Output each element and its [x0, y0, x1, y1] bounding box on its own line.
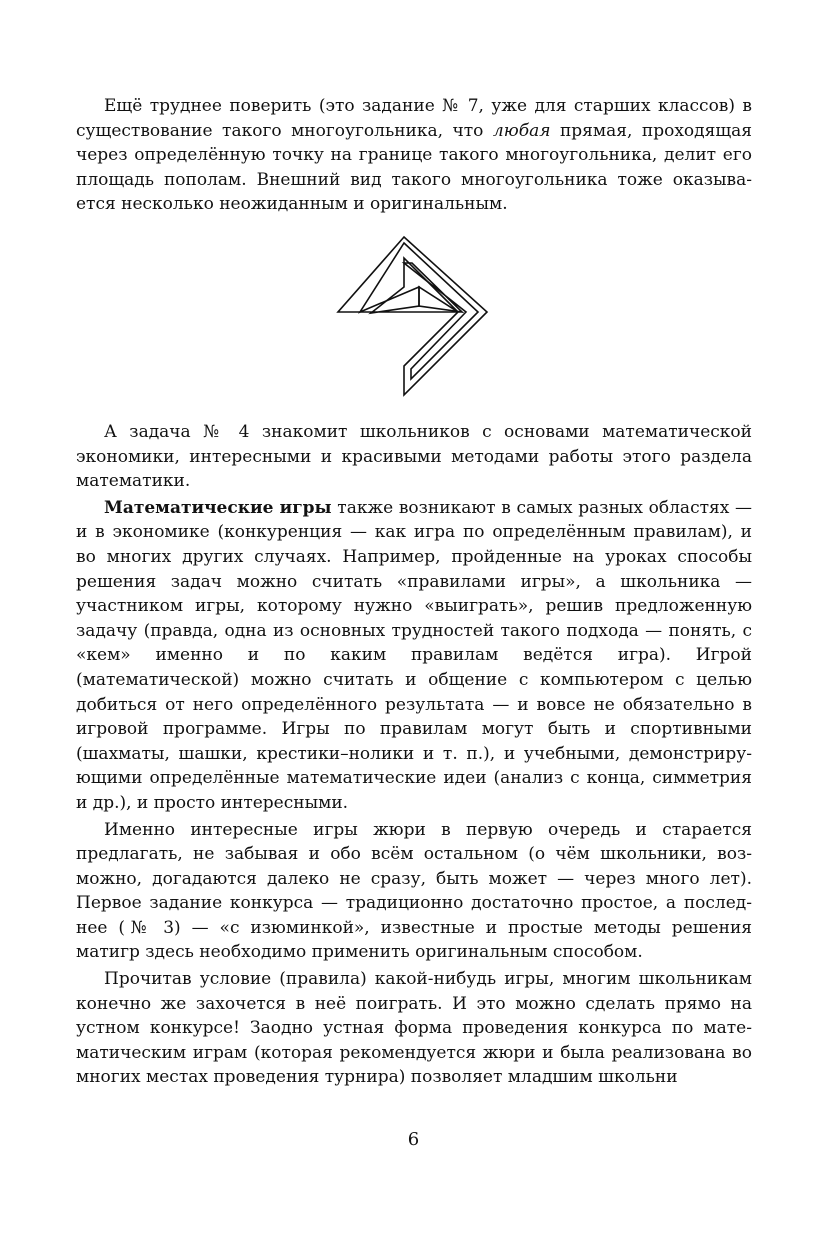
polygon-figure-icon [334, 233, 492, 401]
paragraph-play: Прочитав условие (правила) какой-нибудь игры, многим школьникам конечно же захочется в неё поиграть. И это можно сделать прямо на устном конкурсе! Заодно устная форма проведения конкурса по математическим играм (которая рекомендуется жюри и была реализована во многих местах проведения турнира) позволяет младшим школьни [76, 969, 752, 1088]
games-heading: Математические игры [104, 497, 332, 518]
intro-text-start: Ещё труднее поверить (это задание № 7, уже для старших классов) в существование такого многоугольника, что [76, 96, 752, 141]
intro-emphasis: любая [492, 120, 551, 141]
intro-text-end: прямая, проходящая через определённую точку на границе такого многоугольника, делит его площадь пополам. Внешний вид такого многоугольника тоже оказывается несколько неожиданным и оригинальным. [76, 120, 753, 215]
figure-outer-outline [338, 237, 487, 395]
paragraph-intro [76, 94, 752, 217]
paragraph-task4: А задача № 4 знакомит школьников с основами математической экономики, интересными и красивыми методами работы этого раздела математики. [76, 422, 752, 492]
paragraph-games [76, 496, 752, 816]
games-text: также возникают в самых разных областях — и в экономике (конкуренция — как игра по определённым правилам), и во многих других случаях. Например, пройденные на уроках способы решения задач можно считать «правилами игры», а школьника — участником игры, которому нужно «выиграть», решив предложенную задачу (правда, одна из основных трудностей такого подхода — понять, с «кем» именно и по каким правилам ведётся игра). Игрой (математической) можно считать и общение с компьютером с целью добиться от него определённого результата — и вовсе не обязательно в игровой программе. Игры по правилам могут быть и спортивными (шахматы, шашки, крестики–нолики и т. п.), и учебными, демонстрирующими определённые математические идеи (анализ с конца, симметрия и др.), и просто интересными. [76, 497, 753, 813]
figure-inner-outline [360, 243, 478, 379]
paragraph-jury: Именно интересные игры жюри в первую очередь и старается предлагать, не забывая и обо всём остальном (о чём школьники, возможно, догадаются далеко не сразу, быть может — через много лет). Первое задание конкурса — традиционно достаточно простое, а последнее (№ 3) — «с изюминкой», известные и простые методы решения матигр здесь необходимо применить оригинальным способом. [76, 819, 752, 963]
text-block-top [76, 94, 752, 217]
text-block-main [76, 420, 752, 1090]
polygon-figure-svg [334, 233, 492, 401]
page-number: 6 [407, 1129, 420, 1150]
